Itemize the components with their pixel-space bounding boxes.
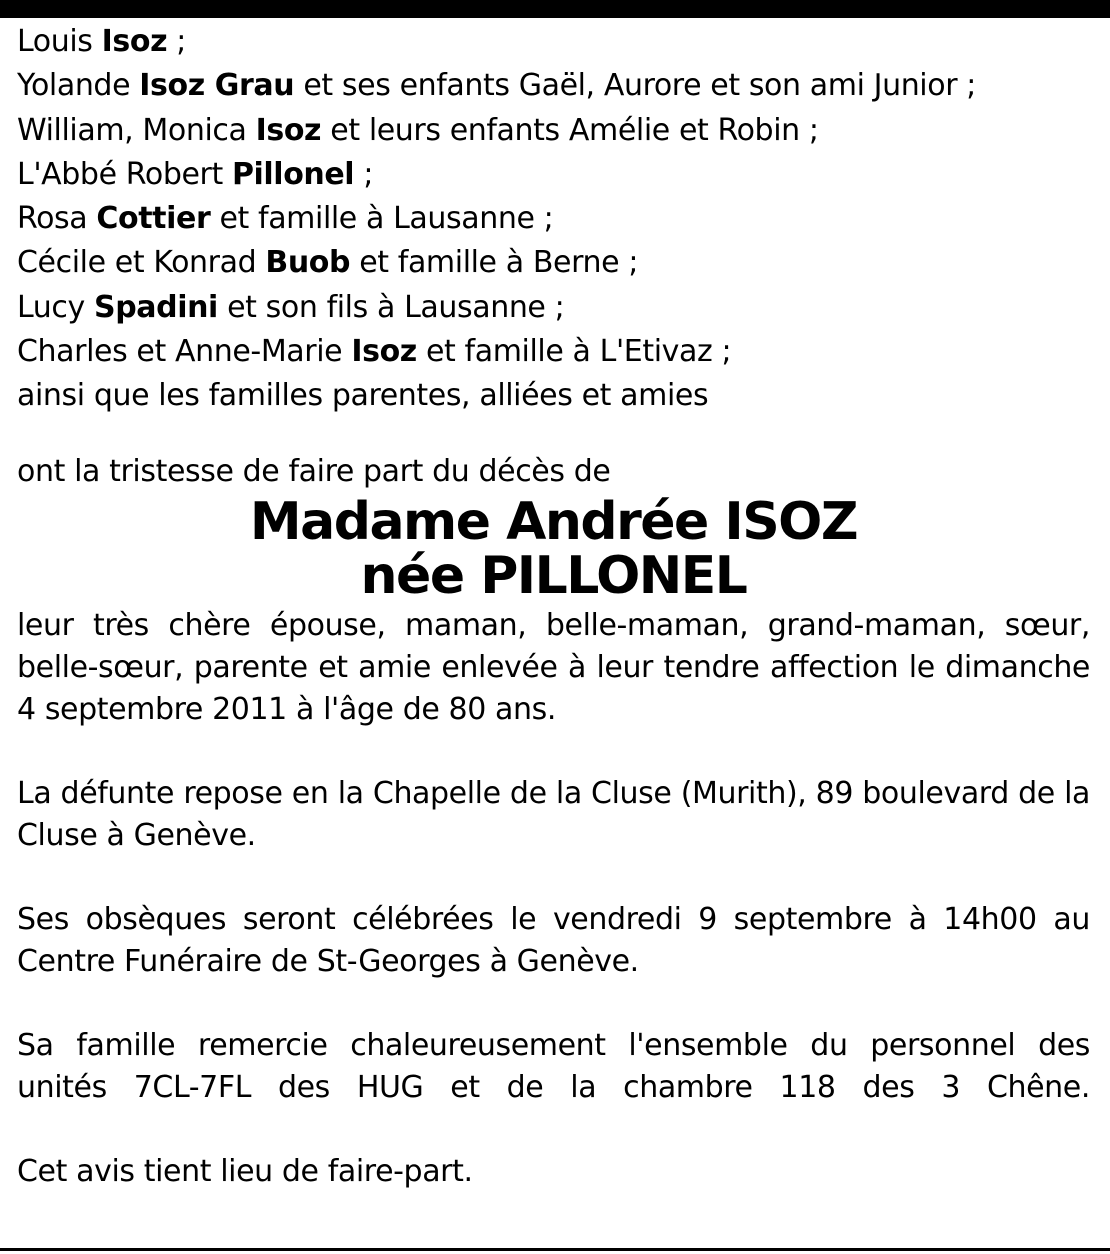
- entry-text: ainsi que les familles parentes, alliées et amies: [17, 378, 709, 414]
- entry-text: et leurs enfants Amélie et Robin ;: [321, 112, 819, 148]
- family-entry: [17, 286, 1090, 330]
- entry-surname: Isoz Grau: [139, 68, 295, 104]
- family-entry: [17, 20, 1090, 64]
- entry-surname: Isoz: [255, 112, 322, 148]
- closing-note: Cet avis tient lieu de faire-part.: [17, 1153, 473, 1189]
- entry-surname: Spadini: [94, 289, 218, 325]
- family-entry: [17, 374, 1090, 418]
- deceased-name: [17, 491, 1090, 606]
- entry-surname: Buob: [265, 245, 351, 281]
- repose-location: La défunte repose en la Chapelle de la Cluse (Murith), 89 boulevard de la Cluse à Genève.: [17, 775, 1090, 853]
- entry-surname: Isoz: [351, 334, 417, 370]
- deceased-description: leur très chère épouse, maman, belle-maman, grand-maman, sœur, belle-sœur, parente et amie enlevée à leur tendre affection le dimanche 4 septembre 2011 à l'âge de 80 ans.: [17, 607, 1090, 727]
- entry-text: et famille à L'Etivaz ;: [416, 334, 732, 370]
- deceased-maiden-name: née PILLONEL: [360, 545, 747, 606]
- family-entry: [17, 241, 1090, 285]
- obituary-notice: [17, 20, 1090, 1193]
- entry-surname: Pillonel: [231, 156, 355, 192]
- entry-text: ;: [167, 24, 186, 59]
- entry-text: Cécile et Konrad: [17, 245, 266, 281]
- entry-text: et son fils à Lausanne ;: [217, 289, 565, 325]
- entry-text: Louis: [17, 24, 102, 59]
- family-entry: [17, 330, 1090, 374]
- family-entry: [17, 197, 1090, 241]
- bottom-border-rule: [0, 1248, 1110, 1251]
- entry-text: et ses enfants Gaël, Aurore et son ami Junior ;: [294, 68, 976, 104]
- entry-surname: Isoz: [101, 24, 168, 59]
- entry-text: Lucy: [17, 289, 94, 325]
- entry-text: et famille à Lausanne ;: [210, 201, 554, 237]
- entry-text: ;: [354, 156, 374, 192]
- funeral-details: Ses obsèques seront célébrées le vendredi 9 septembre à 14h00 au Centre Funéraire de St-Georges à Genève.: [17, 901, 1090, 979]
- entry-text: Yolande: [17, 68, 140, 104]
- entry-text: et famille à Berne ;: [350, 245, 639, 281]
- family-list: [17, 20, 1090, 419]
- family-entry: [17, 64, 1090, 108]
- announcement-intro: ont la tristesse de faire part du décès de: [17, 453, 611, 489]
- entry-text: L'Abbé Robert: [17, 156, 232, 192]
- entry-text: Rosa: [17, 201, 97, 237]
- deceased-full-name: Madame Andrée ISOZ: [249, 491, 858, 552]
- entry-text: William, Monica: [17, 112, 256, 148]
- family-entry: [17, 109, 1090, 153]
- entry-text: Charles et Anne-Marie: [17, 334, 352, 370]
- entry-surname: Cottier: [96, 201, 211, 237]
- thanks-paragraph: Sa famille remercie chaleureusement l'ensemble du personnel des unités 7CL-7FL des HUG et de la chambre 118 des 3 Chêne.: [17, 1027, 1090, 1105]
- top-border-bar: [0, 0, 1110, 18]
- family-entry: [17, 153, 1090, 197]
